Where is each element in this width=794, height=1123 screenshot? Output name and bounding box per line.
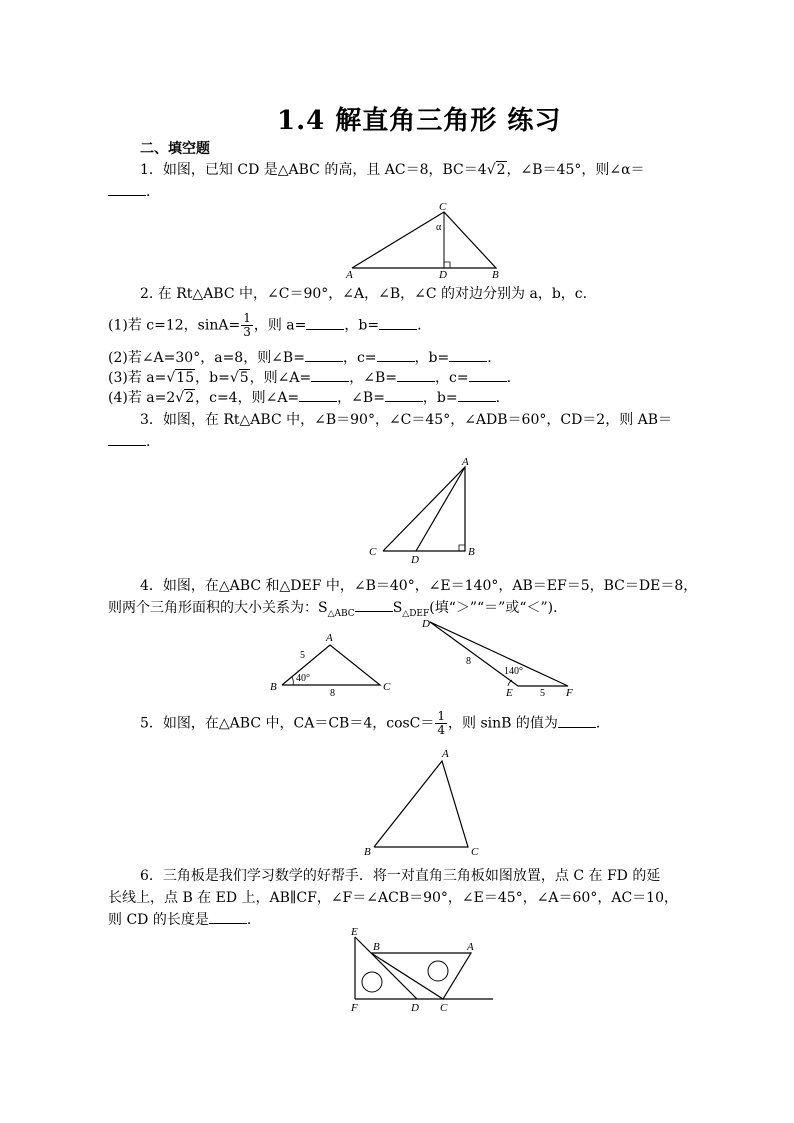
subscript: △DEF — [402, 608, 430, 619]
q2-text: ，c= — [342, 350, 377, 366]
label-a: A — [346, 269, 353, 281]
label-c: C — [471, 846, 479, 858]
answer-blank[interactable] — [306, 317, 344, 330]
numerator: 1 — [243, 311, 251, 325]
q2-part4 — [108, 388, 500, 408]
label-e: E — [506, 687, 513, 699]
sqrt-sign: √2 — [175, 390, 195, 406]
sqrt-sign: √15 — [166, 370, 195, 386]
fraction — [435, 710, 447, 737]
label-f: F — [351, 1002, 358, 1014]
q2-part2 — [108, 348, 492, 368]
q5-text: ，则 sinB 的值为 — [448, 715, 558, 732]
answer-blank[interactable] — [469, 369, 507, 382]
q2-text: ，c=4，则∠A= — [195, 390, 300, 406]
answer-blank[interactable] — [305, 349, 343, 362]
radicand: 2 — [496, 162, 506, 178]
q6-line3 — [108, 910, 261, 930]
q6-line1: 6．三角板是我们学习数学的好帮手．将一对直角三角板如图放置，点 C 在 FD 的延 — [140, 868, 661, 884]
label-d: D — [422, 618, 430, 630]
triangle-abc — [371, 953, 471, 999]
page-title: 1.4 解直角三角形 练习 — [277, 106, 562, 136]
label-b: B — [468, 546, 475, 558]
label-c: C — [369, 546, 377, 558]
label-bc-length: 8 — [330, 688, 335, 699]
q2-text: (1)若 c=12，sinA= — [108, 317, 241, 334]
angle-arc — [292, 677, 293, 685]
q4-text: S — [392, 600, 403, 616]
label-alpha: α — [436, 222, 442, 233]
fraction — [241, 312, 253, 339]
label-ab-length: 5 — [300, 650, 305, 661]
label-b: B — [270, 681, 277, 693]
radicand: 2 — [185, 390, 195, 406]
sqrt-sign: √5 — [229, 370, 249, 386]
triangle-hole-left — [362, 972, 382, 992]
label-c: C — [383, 681, 391, 693]
q2-text: ，则∠A= — [249, 370, 312, 386]
sqrt-sign: √2 — [486, 162, 506, 178]
q1-text: 1．如图，已知 CD 是△ABC 的高，且 AC＝8，BC＝4 — [140, 162, 487, 178]
q2-text: . — [495, 390, 501, 406]
label-a: A — [326, 632, 333, 644]
radicand: 15 — [176, 370, 195, 386]
triangle-abc — [352, 212, 496, 268]
q2-text: ，∠B= — [337, 390, 385, 406]
section-heading: 二、填空题 — [140, 141, 210, 157]
label-de-length: 8 — [466, 656, 471, 667]
label-d: D — [411, 554, 419, 566]
answer-blank[interactable] — [299, 389, 337, 402]
q2-part1 — [108, 312, 422, 339]
q2-text: ，b= — [195, 370, 230, 386]
label-a: A — [462, 456, 469, 468]
q2-text: . — [417, 317, 422, 334]
q2-text: ，则 a= — [253, 317, 307, 334]
label-angle-e: 140° — [504, 666, 523, 677]
q1-end: ． — [146, 184, 160, 200]
q2-text: . — [506, 370, 512, 386]
label-b: B — [373, 941, 380, 953]
q1-text-post: ，∠B＝45°，则∠α＝ — [506, 162, 645, 178]
q3-line1: 3．如图，在 Rt△ABC 中，∠B＝90°，∠C＝45°，∠ADB＝60°，CD＝2，则 AB＝ — [140, 412, 673, 428]
q2-text: ，b= — [414, 350, 450, 366]
q1-figure — [340, 200, 510, 285]
answer-blank[interactable] — [377, 349, 415, 362]
q3-end: ． — [146, 434, 160, 450]
q5-text: 5．如图，在△ABC 中，CA＝CB＝4，cosC＝ — [140, 715, 435, 732]
q2-text: . — [487, 350, 492, 366]
q1-line1 — [140, 160, 645, 180]
q1-line2 — [108, 182, 160, 202]
label-a: A — [442, 748, 449, 760]
q2-text: (3)若 a= — [108, 370, 167, 386]
label-d: D — [439, 269, 447, 281]
answer-blank[interactable] — [558, 715, 596, 728]
q6-text: ． — [246, 912, 261, 928]
q2-text: ，c= — [434, 370, 469, 386]
answer-blank[interactable] — [397, 369, 435, 382]
q4-figure-def — [418, 614, 588, 700]
label-a: A — [467, 941, 474, 953]
segment-ed — [355, 937, 417, 999]
q2-intro: 2. 在 Rt△ABC 中，∠C＝90°，∠A，∠B，∠C 的对边分别为 a，b，c. — [140, 286, 588, 302]
answer-blank[interactable] — [355, 599, 393, 612]
label-b: B — [492, 269, 499, 281]
q2-text: ，b= — [422, 390, 458, 406]
answer-blank[interactable] — [108, 183, 146, 196]
subscript: △ABC — [327, 608, 355, 619]
answer-blank[interactable] — [108, 433, 146, 446]
q6-text: 则 CD 的长度是 — [108, 912, 209, 928]
label-angle-b: 40° — [296, 673, 310, 684]
label-d: D — [411, 1002, 419, 1014]
right-angle-mark — [444, 262, 450, 268]
answer-blank[interactable] — [209, 911, 247, 924]
q5-text: ． — [595, 715, 610, 732]
label-c: C — [440, 1002, 448, 1014]
q4-text: (填“＞”“＝”或“＜”)． — [429, 600, 568, 616]
label-e: E — [351, 926, 358, 938]
label-c: C — [439, 201, 447, 213]
triangle-hole-right — [428, 961, 448, 981]
q2-text: ，∠B= — [349, 370, 397, 386]
label-ef-length: 5 — [540, 688, 545, 699]
answer-blank[interactable] — [458, 389, 496, 402]
label-f: F — [566, 687, 573, 699]
q5-figure — [360, 745, 490, 860]
q2-text: ，b= — [344, 317, 380, 334]
q6-figure — [345, 925, 505, 1020]
q6-line2: 长线上，点 B 在 ED 上，AB∥CF，∠F＝∠ACB＝90°，∠E＝45°，∠A＝60°，AC＝10， — [108, 890, 678, 906]
q2-text: (2)若∠A=30°，a=8，则∠B= — [108, 350, 305, 366]
q2-text: (4)若 a=2 — [108, 390, 176, 406]
denominator: 3 — [243, 325, 251, 339]
label-b: B — [364, 846, 371, 858]
q4-line1: 4．如图，在△ABC 和△DEF 中，∠B＝40°，∠E＝140°，AB＝EF＝5，BC＝DE＝8， — [140, 578, 698, 594]
answer-blank[interactable] — [311, 369, 349, 382]
triangle-abc — [374, 761, 468, 847]
answer-blank[interactable] — [385, 389, 423, 402]
q3-line2 — [108, 432, 160, 452]
q4-figure-abc — [268, 628, 398, 698]
q2-part3 — [108, 368, 511, 388]
answer-blank[interactable] — [379, 317, 417, 330]
q5-line — [140, 710, 610, 737]
numerator: 1 — [437, 709, 446, 723]
right-angle-mark — [459, 545, 465, 551]
q3-figure — [365, 455, 480, 570]
triangle-def — [430, 622, 568, 686]
q4-text: 则两个三角形面积的大小关系为：S — [108, 600, 328, 616]
answer-blank[interactable] — [449, 349, 487, 362]
radicand: 5 — [239, 370, 249, 386]
denominator: 4 — [437, 723, 446, 737]
